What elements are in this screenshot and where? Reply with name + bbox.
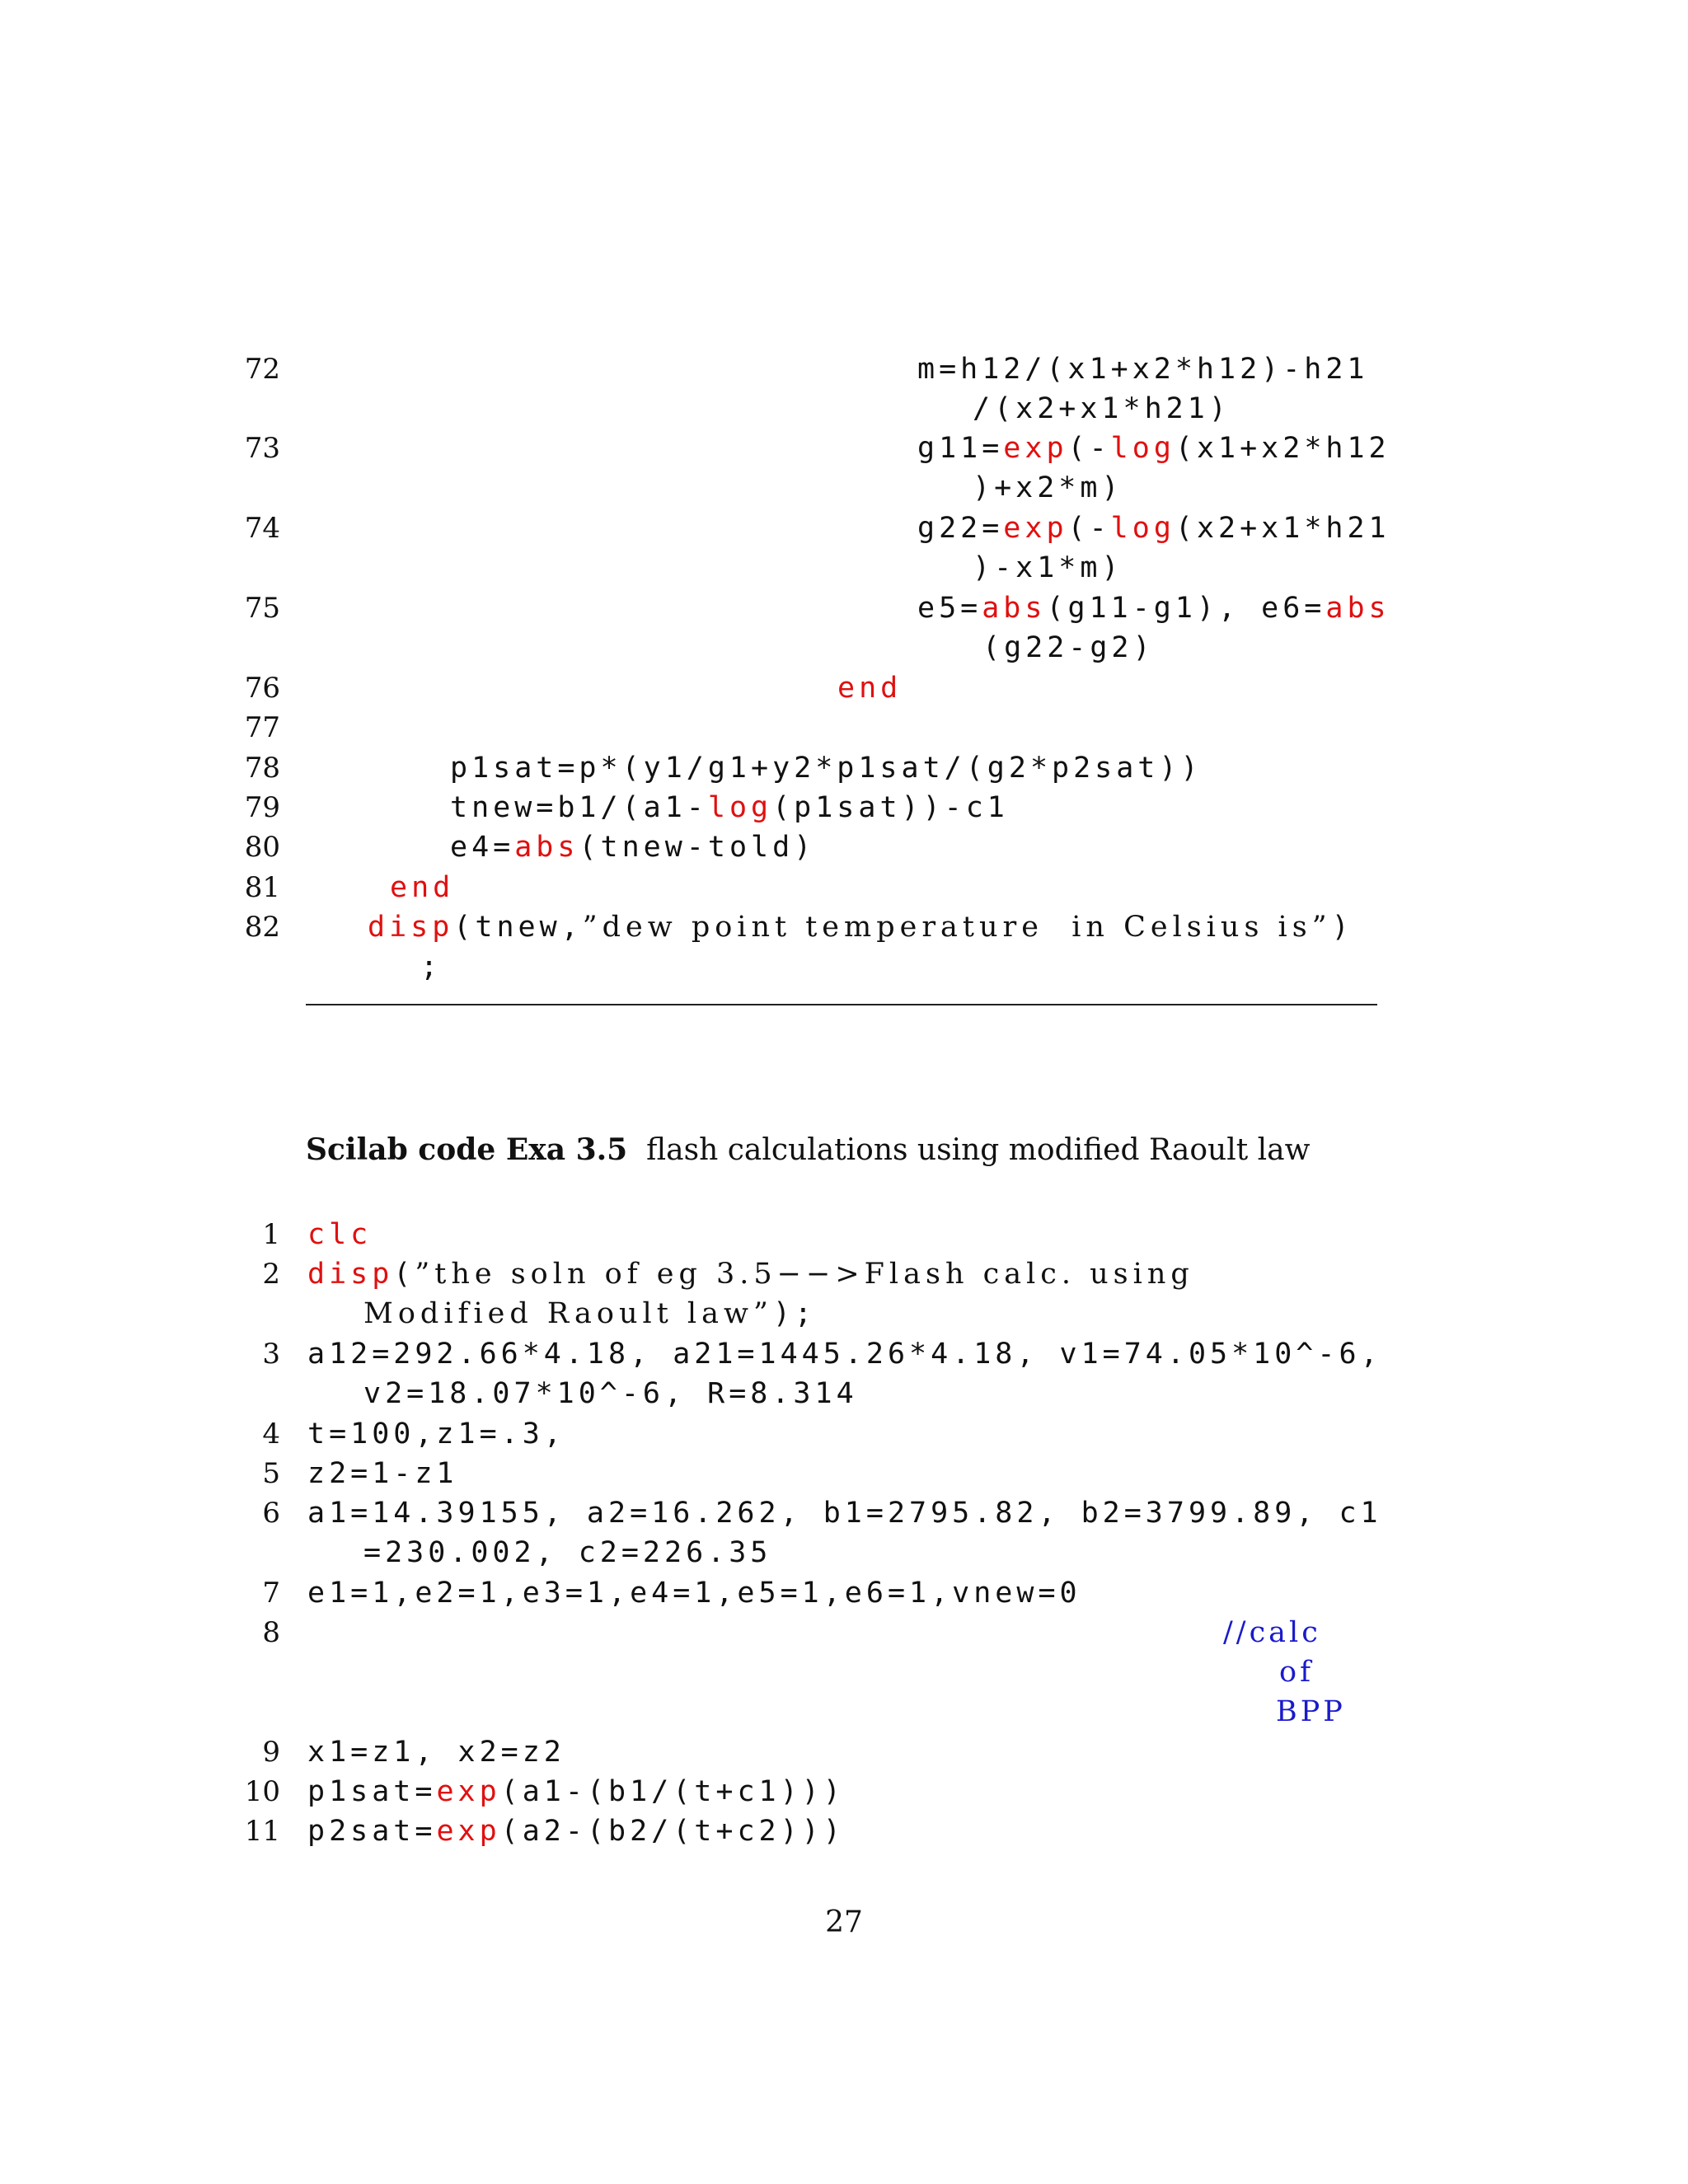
line-number: 73	[244, 432, 280, 465]
caption-text: flash calculations using modified Raoult law	[646, 1133, 1311, 1167]
caption-label: Scilab code Exa 3.5	[306, 1132, 628, 1167]
line-number: 6	[262, 1497, 280, 1530]
line-number: 80	[244, 831, 280, 864]
line-number: 4	[262, 1418, 280, 1451]
line-number: 82	[244, 911, 280, 944]
code-line-1: clc	[307, 1218, 373, 1251]
line-number: 7	[262, 1577, 280, 1610]
code-line-74: g22=exp(-log(x2+x1*h21	[917, 512, 1390, 545]
line-number: 79	[244, 791, 280, 824]
code-line-79: tnew=b1/(a1-log(p1sat))-c1	[450, 791, 1009, 824]
code-line-3: a12=292.66*4.18, a21=1445.26*4.18, v1=74.05*10^-6,	[307, 1338, 1382, 1371]
listing-end-rule	[306, 1004, 1377, 1005]
code-line-80: e4=abs(tnew-told)	[450, 831, 816, 864]
code-line-2-cont: Modified Raoult law”);	[363, 1297, 816, 1330]
code-line-76: end	[837, 672, 903, 705]
line-number: 10	[244, 1775, 280, 1808]
line-number: 11	[244, 1815, 280, 1848]
code-line-72-cont: /(x2+x1*h21)	[973, 392, 1231, 425]
code-line-3-cont: v2=18.07*10^-6, R=8.314	[363, 1377, 858, 1410]
code-line-82: disp(tnew,”dew point temperature in Celsius is”)	[368, 911, 1353, 944]
line-number: 77	[244, 711, 280, 744]
line-number: 78	[244, 752, 280, 785]
code-line-11: p2sat=exp(a2-(b2/(t+c2)))	[307, 1815, 845, 1848]
line-number: 74	[244, 512, 280, 545]
line-number: 76	[244, 672, 280, 705]
line-number: 3	[262, 1338, 280, 1371]
code-line-78: p1sat=p*(y1/g1+y2*p1sat/(g2*p2sat))	[450, 752, 1203, 785]
line-number: 9	[262, 1736, 280, 1769]
code-line-73: g11=exp(-log(x1+x2*h12	[917, 432, 1390, 465]
code-line-4: t=100,z1=.3,	[307, 1418, 565, 1451]
code-line-10: p1sat=exp(a1-(b1/(t+c1)))	[307, 1775, 845, 1808]
code-comment-cont: of	[1279, 1656, 1315, 1689]
line-number: 75	[244, 592, 280, 625]
line-number: 5	[262, 1457, 280, 1490]
line-number: 8	[262, 1616, 280, 1649]
line-number: 1	[262, 1218, 280, 1251]
page-number: 27	[825, 1905, 863, 1939]
code-line-74-cont: )-x1*m)	[973, 551, 1123, 584]
code-line-75-cont: (g22-g2)	[982, 631, 1155, 664]
line-number: 81	[244, 871, 280, 904]
code-line-81: end	[390, 871, 455, 904]
line-number: 2	[262, 1258, 280, 1291]
code-line-73-cont: )+x2*m)	[973, 471, 1123, 504]
code-comment: //calc	[1223, 1616, 1321, 1649]
code-line-6-cont: =230.002, c2=226.35	[363, 1536, 772, 1569]
code-line-6: a1=14.39155, a2=16.262, b1=2795.82, b2=3799.89, c1	[307, 1497, 1382, 1530]
code-line-5: z2=1-z1	[307, 1457, 458, 1490]
line-number: 72	[244, 353, 280, 386]
listing-caption	[306, 1132, 1310, 1167]
code-line-82-cont: ;	[420, 950, 443, 983]
code-line-72: m=h12/(x1+x2*h12)-h21	[917, 353, 1369, 386]
code-line-7: e1=1,e2=1,e3=1,e4=1,e5=1,e6=1,vnew=0	[307, 1577, 1081, 1610]
code-line-9: x1=z1, x2=z2	[307, 1736, 565, 1769]
code-comment-cont: BPP	[1276, 1695, 1346, 1728]
code-line-75: e5=abs(g11-g1), e6=abs	[917, 592, 1390, 625]
code-line-2: disp(”the soln of eg 3.5−−>Flash calc. using	[307, 1258, 1194, 1291]
